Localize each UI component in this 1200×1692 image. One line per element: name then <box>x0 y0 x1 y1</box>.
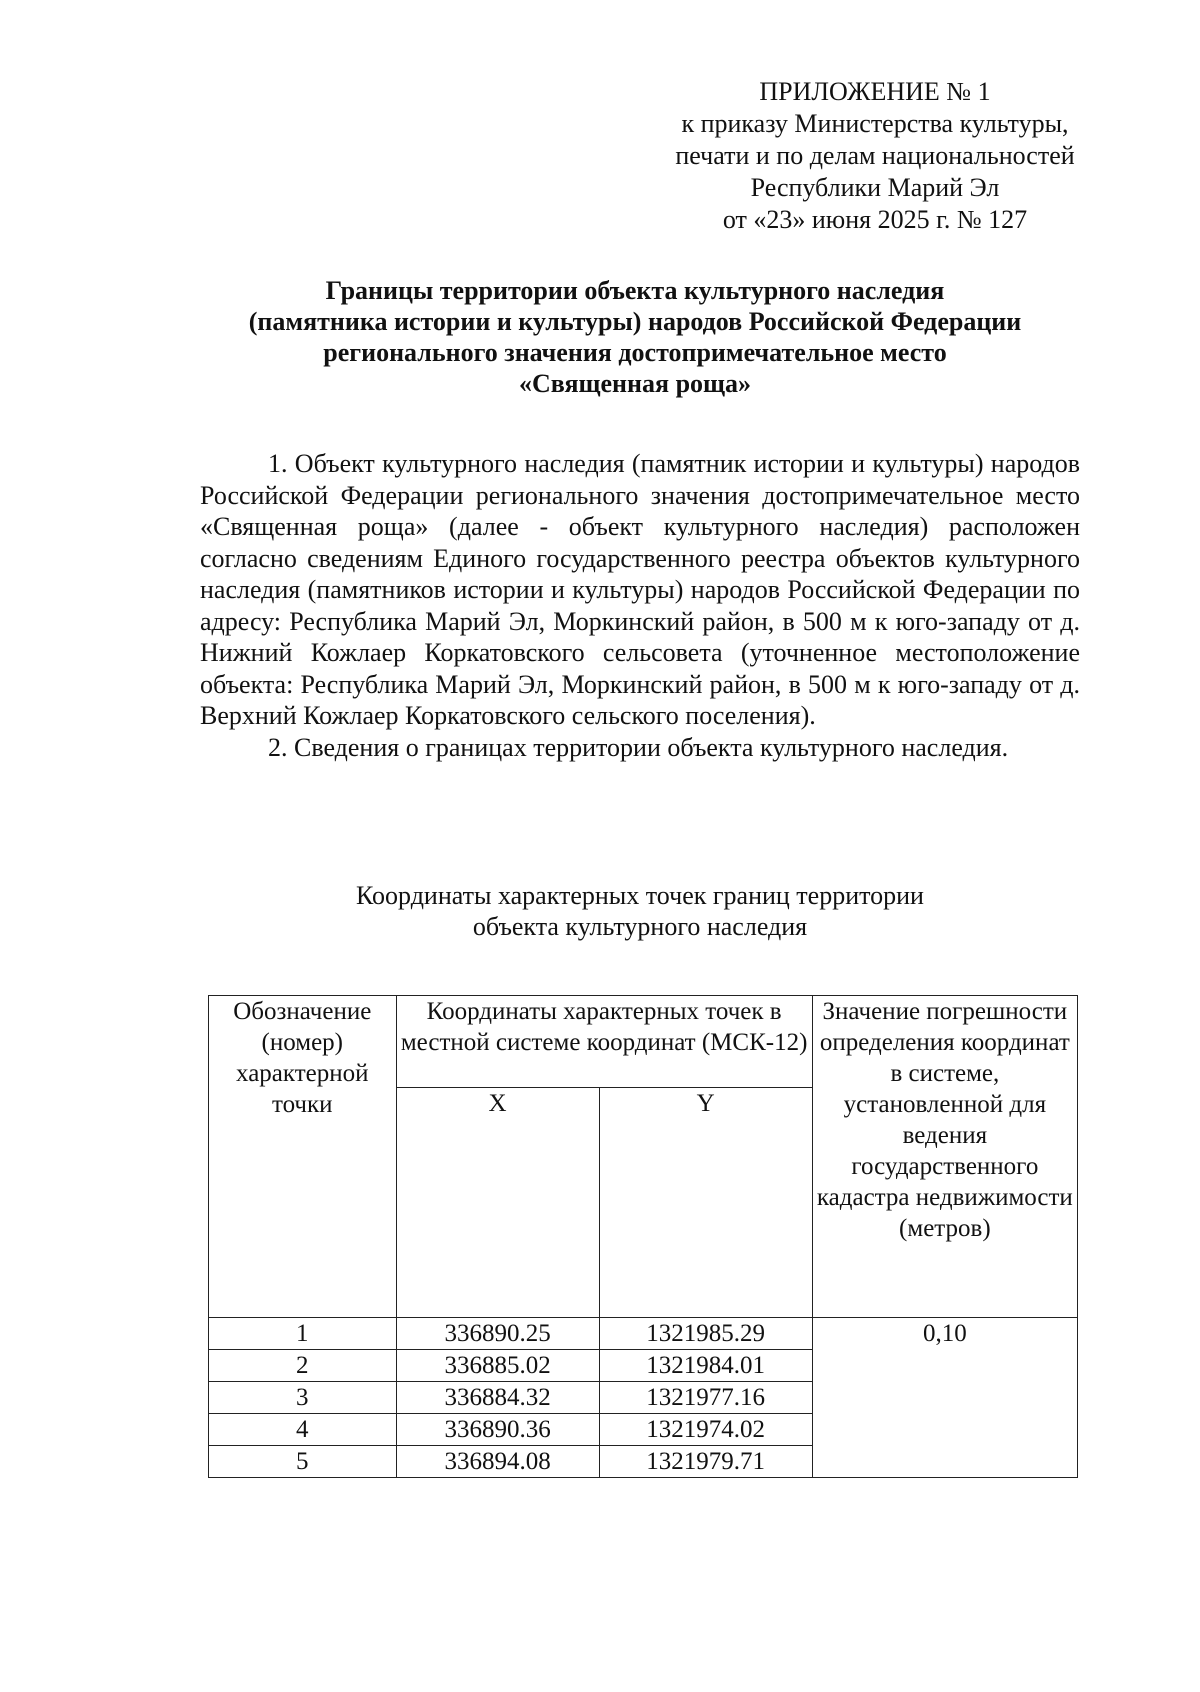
appendix-date: от «23» июня 2025 г. № 127 <box>722 205 1028 234</box>
cell-y: 1321984.01 <box>599 1350 812 1382</box>
body-text <box>200 448 1080 763</box>
cell-point: 5 <box>209 1446 397 1478</box>
cell-x: 336890.25 <box>396 1318 599 1350</box>
header-x: X <box>396 1088 599 1318</box>
cell-point: 2 <box>209 1350 397 1382</box>
header-error: Значение погрешности определения координат в системе, установленной для ведения государственного кадастра недвижимости (метров) <box>812 996 1077 1318</box>
cell-x: 336884.32 <box>396 1382 599 1414</box>
coordinates-table <box>208 995 1078 1478</box>
title-line-1: Границы территории объекта культурного наследия <box>325 276 945 305</box>
paragraph-2: 2. Сведения о границах территории объекта культурного наследия. <box>268 732 1009 762</box>
title-line-2: (памятника истории и культуры) народов Российской Федерации <box>248 307 1022 336</box>
appendix-order-ref: к приказу Министерства культуры, <box>681 109 1069 138</box>
caption-line-1: Координаты характерных точек границ территории <box>356 881 924 910</box>
cell-x: 336885.02 <box>396 1350 599 1382</box>
appendix-republic: Республики Марий Эл <box>750 173 1000 202</box>
cell-y: 1321985.29 <box>599 1318 812 1350</box>
title-line-3: регионального значения достопримечательное место <box>323 338 947 367</box>
title-line-4: «Священная роща» <box>519 369 751 398</box>
cell-y: 1321974.02 <box>599 1414 812 1446</box>
cell-y: 1321979.71 <box>599 1446 812 1478</box>
cell-y: 1321977.16 <box>599 1382 812 1414</box>
appendix-ministry: печати и по делам национальностей <box>675 141 1075 170</box>
table-caption <box>200 880 1080 942</box>
header-y: Y <box>599 1088 812 1318</box>
document-title <box>170 275 1100 399</box>
caption-line-2: объекта культурного наследия <box>472 912 808 941</box>
cell-point: 3 <box>209 1382 397 1414</box>
cell-x: 336894.08 <box>396 1446 599 1478</box>
cell-x: 336890.36 <box>396 1414 599 1446</box>
header-coordinates: Координаты характерных точек в местной системе координат (МСК-12) <box>396 996 812 1088</box>
appendix-number: ПРИЛОЖЕНИЕ № 1 <box>759 77 991 106</box>
paragraph-1: 1. Объект культурного наследия (памятник истории и культуры) народов Российской Федерации регионального значения достопримечательное место «Священная роща» (далее - объект культурного наследия) расположен согласно сведениям Единого государственного реестра объектов культурного наследия (памятников истории и культуры) народов Российской Федерации по адресу: Республика Марий Эл, Моркинский район, в 500 м к юго-западу от д. Нижний Кожлаер Коркатовского сельсовета (уточненное местоположение объекта: Республика Марий Эл, Моркинский район, в 500 м к юго-западу от д. Верхний Кожлаер Коркатовского сельского поселения). <box>200 449 1080 730</box>
cell-point: 1 <box>209 1318 397 1350</box>
appendix-header <box>640 76 1110 236</box>
cell-error-value: 0,10 <box>812 1318 1077 1478</box>
cell-point: 4 <box>209 1414 397 1446</box>
table-row <box>209 1318 1078 1350</box>
header-point-number: Обозначение (номер) характерной точки <box>209 996 397 1318</box>
